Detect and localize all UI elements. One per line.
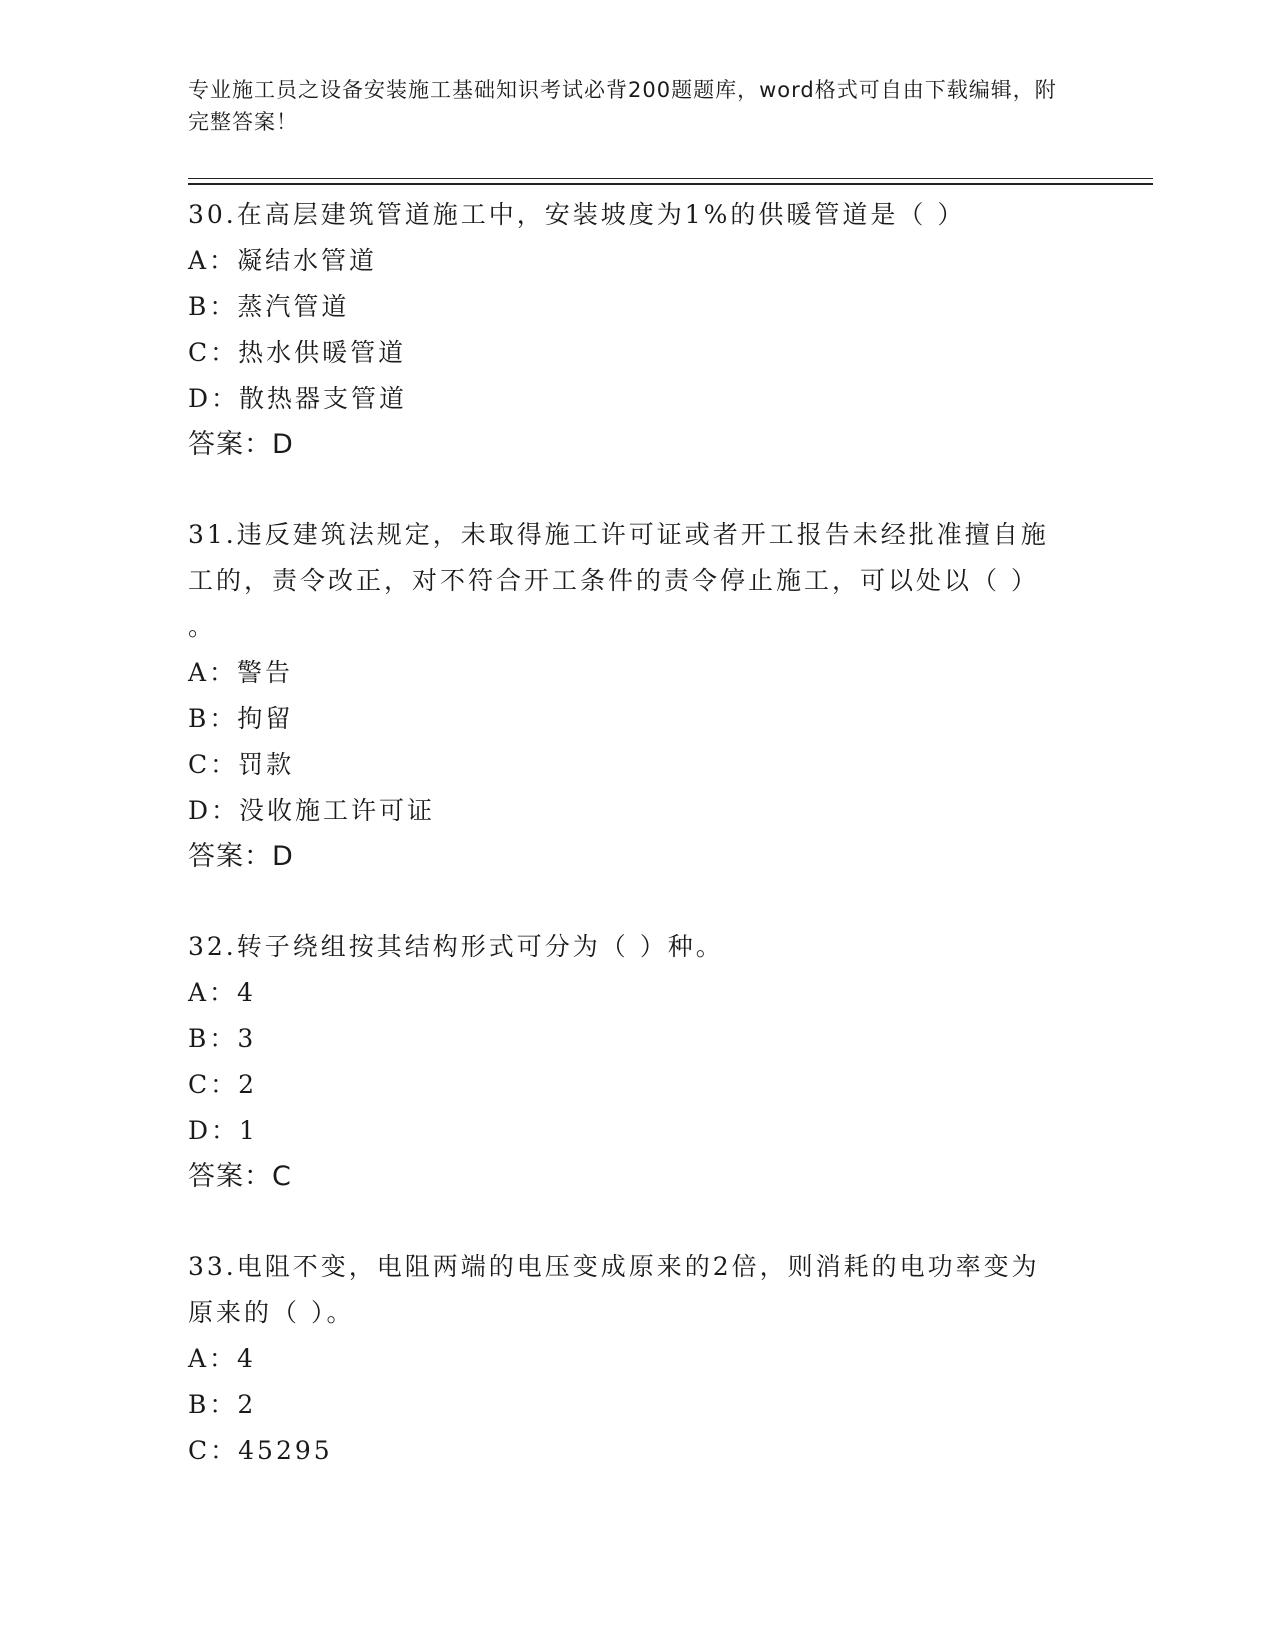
- question-stem-line-1: 31.违反建筑法规定，未取得施工许可证或者开工报告未经批准擅自施: [188, 520, 1049, 549]
- option-b: B：拘留: [188, 704, 294, 733]
- question-stem-line-2: 原来的（ ）。: [188, 1298, 355, 1327]
- question-stem: 32.转子绕组按其结构形式可分为（ ）种。: [188, 932, 724, 961]
- question-32: [188, 924, 1088, 1200]
- option-c: C：2: [188, 1070, 258, 1099]
- option-b: B：蒸汽管道: [188, 292, 350, 321]
- option-b: B：3: [188, 1024, 257, 1053]
- question-stem: 30.在高层建筑管道施工中，安装坡度为1%的供暖管道是（ ）: [188, 200, 966, 229]
- question-list: [188, 192, 1088, 1474]
- answer-line: 答案：C: [188, 1161, 292, 1192]
- question-30: [188, 192, 1088, 468]
- option-c: C：45295: [188, 1436, 333, 1465]
- question-31: [188, 512, 1088, 880]
- question-stem-line-1: 33.电阻不变，电阻两端的电压变成原来的2倍，则消耗的电功率变为: [188, 1252, 1040, 1281]
- question-stem-line-2: 工的，责令改正，对不符合开工条件的责令停止施工，可以处以（ ）: [188, 566, 1039, 595]
- header-rule-thick: [188, 183, 1153, 185]
- spacer: [188, 468, 1088, 512]
- option-d: D：散热器支管道: [188, 384, 408, 413]
- option-a: A：凝结水管道: [188, 246, 378, 275]
- question-33: [188, 1244, 1088, 1474]
- spacer: [188, 880, 1088, 924]
- header-rule-thin: [188, 178, 1153, 179]
- option-a: A：4: [188, 978, 256, 1007]
- option-c: C：罚款: [188, 750, 295, 779]
- spacer: [188, 1200, 1088, 1244]
- answer-line: 答案：D: [188, 429, 294, 460]
- option-b: B：2: [188, 1390, 257, 1419]
- option-a: A：警告: [188, 658, 294, 687]
- option-c: C：热水供暖管道: [188, 338, 407, 367]
- option-a: A：4: [188, 1344, 256, 1373]
- document-header: 专业施工员之设备安装施工基础知识考试必背200题题库，word格式可自由下载编辑，附完整答案！: [188, 78, 1057, 134]
- answer-line: 答案：D: [188, 841, 294, 872]
- option-d: D：没收施工许可证: [188, 796, 436, 825]
- question-stem-line-3: 。: [188, 612, 217, 641]
- option-d: D：1: [188, 1116, 258, 1145]
